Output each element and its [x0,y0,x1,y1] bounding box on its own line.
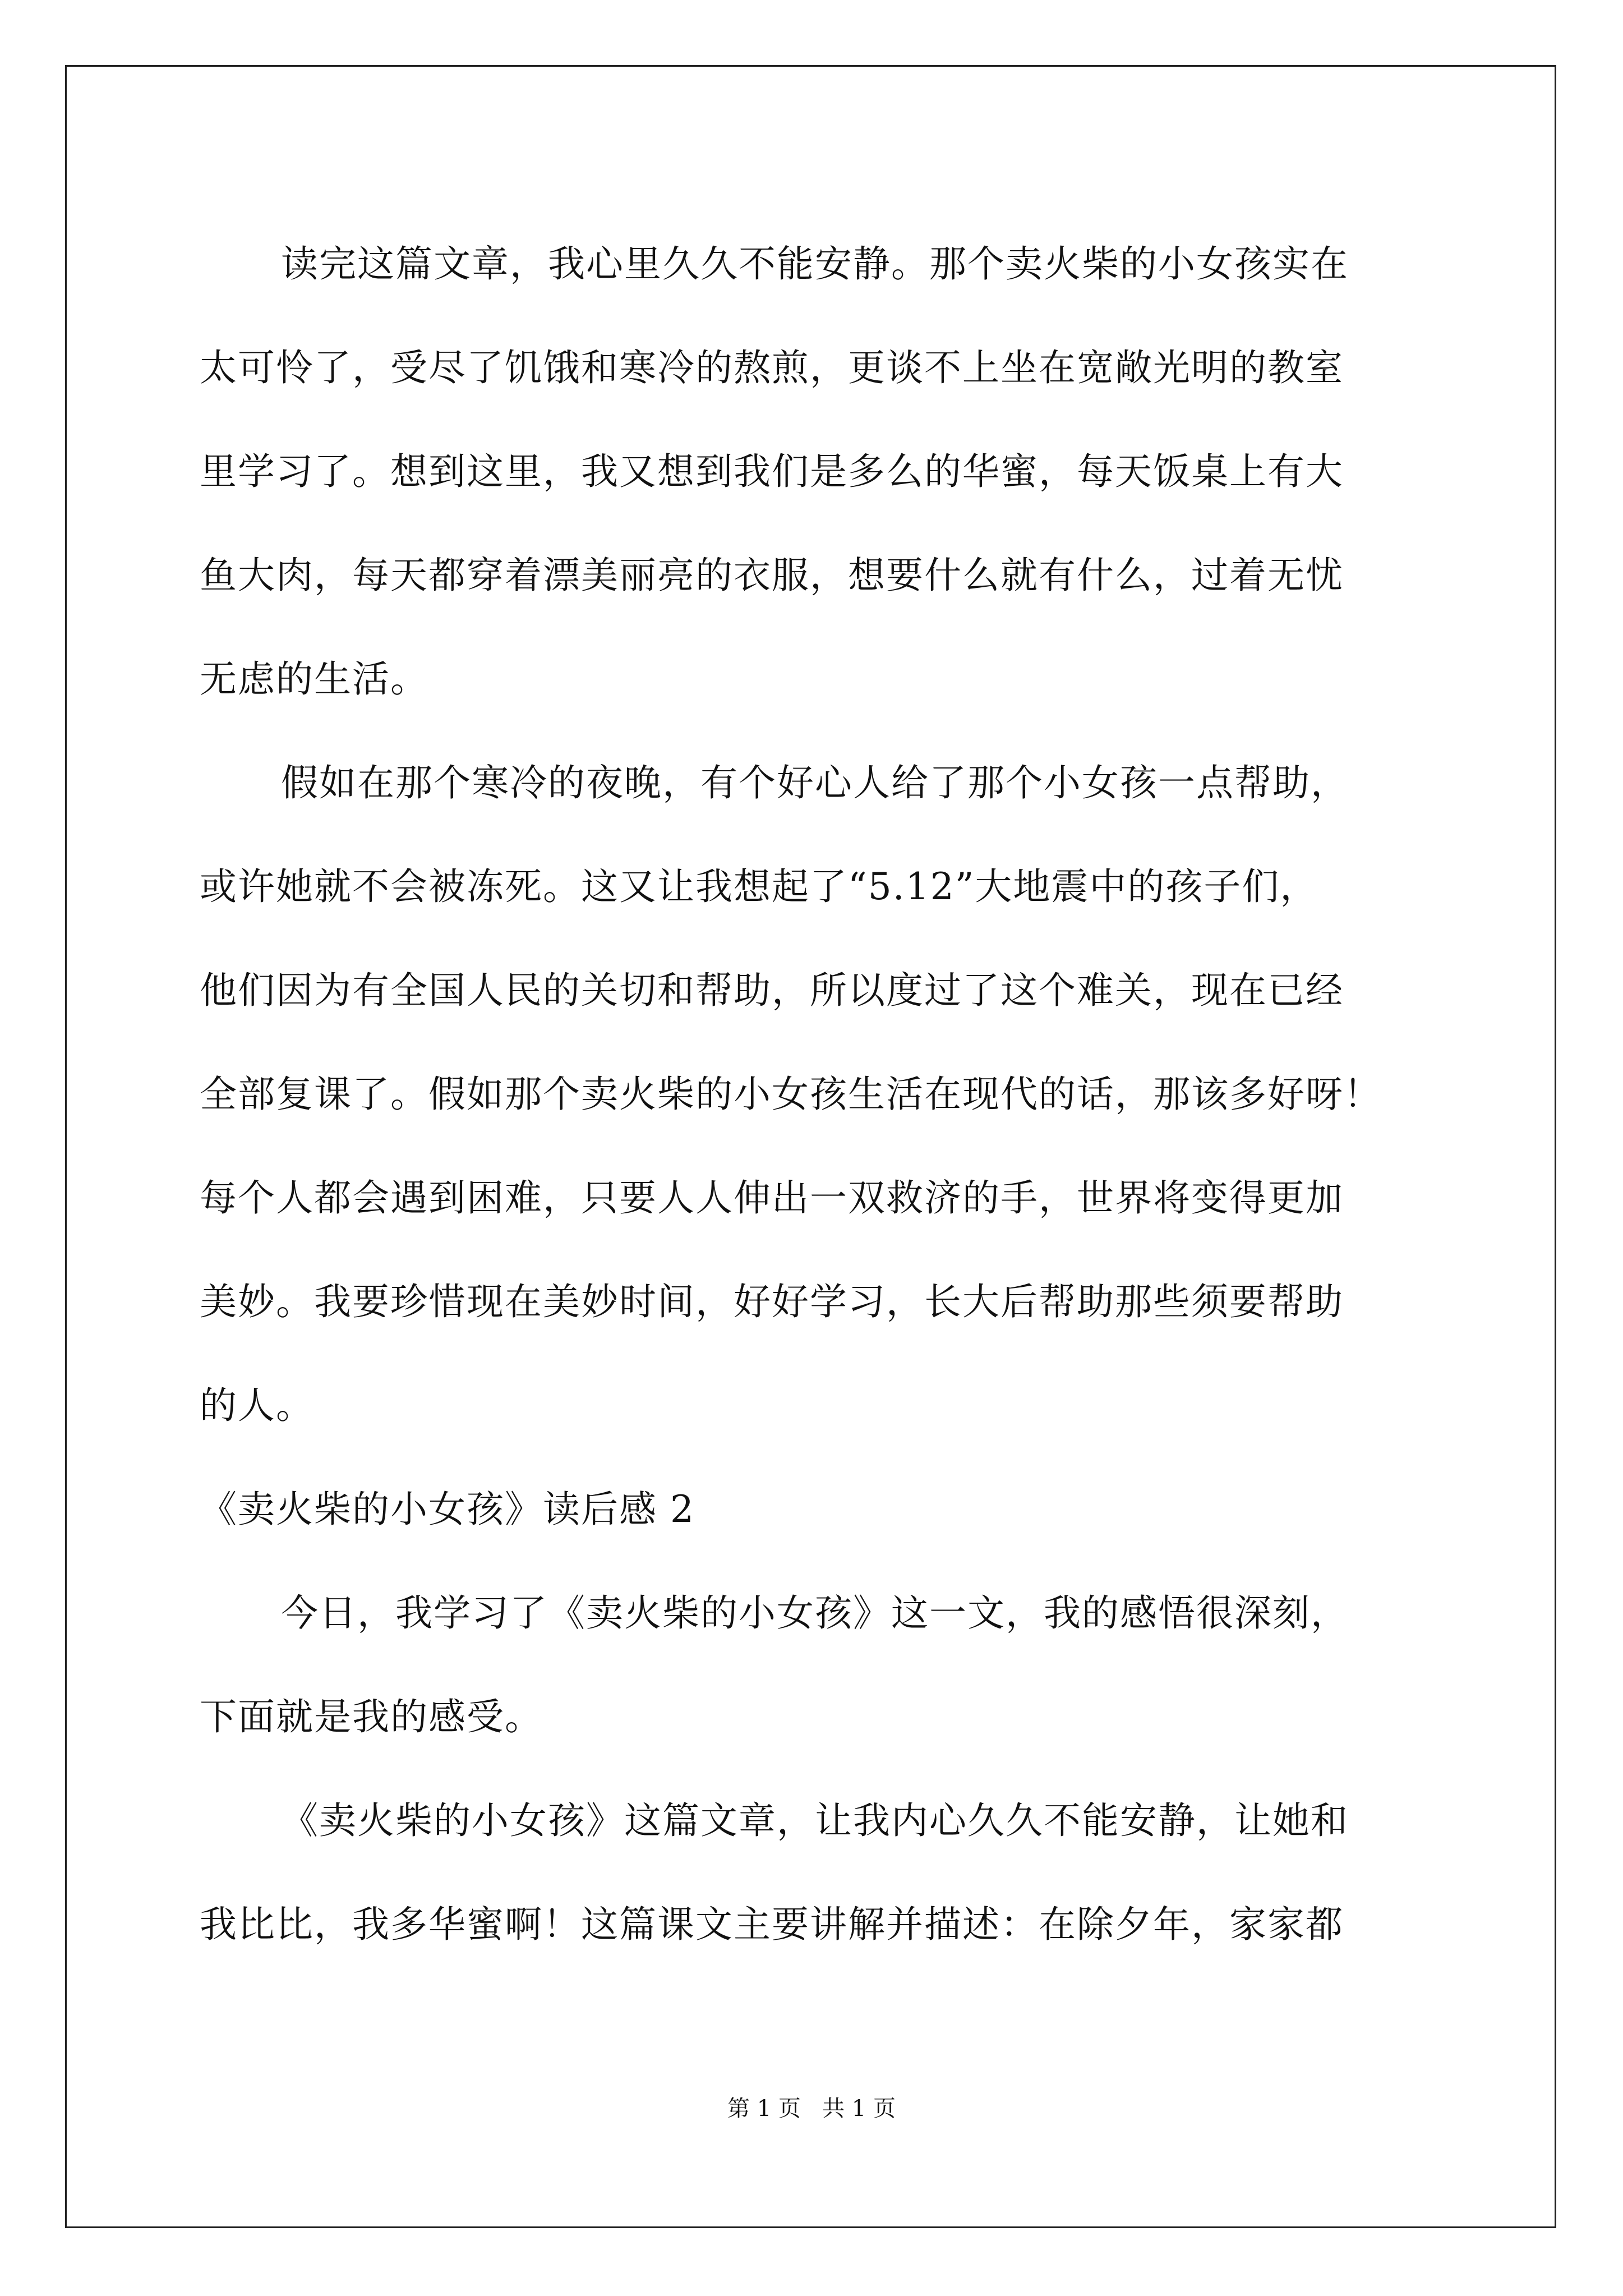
page-footer: 第 1 页 共 1 页 [727,2096,896,2122]
paragraph-2-line-5: 每个人都会遇到困难，只要人人伸出一双救济的手，世界将变得更加 [200,1176,1344,1220]
paragraph-2-line-2: 或许她就不会被冻死。这又让我想起了“5.12”大地震中的孩子们， [200,865,1318,908]
paragraph-1-line-4: 鱼大肉，每天都穿着漂美丽亮的衣服，想要什么就有什么，过着无忧 [200,554,1344,597]
paragraph-2-line-4: 全部复课了。假如那个卖火柴的小女孩生活在现代的话，那该多好呀！ [200,1073,1382,1116]
paragraph-1-line-1: 读完这篇文章，我心里久久不能安静。那个卖火柴的小女孩实在 [281,242,1349,286]
paragraph-1-line-5: 无虑的生活。 [200,657,428,701]
document-body [200,212,1440,1976]
paragraph-2-line-3: 他们因为有全国人民的关切和帮助，所以度过了这个难关，现在已经 [200,969,1344,1012]
paragraph-2-line-1: 假如在那个寒冷的夜晚，有个好心人给了那个小女孩一点帮助， [281,761,1349,804]
section-heading: 《卖火柴的小女孩》读后感 2 [200,1488,695,1531]
paragraph-2-line-7: 的人。 [200,1384,314,1427]
paragraph-2-line-6: 美妙。我要珍惜现在美妙时间，好好学习，长大后帮助那些须要帮助 [200,1280,1344,1323]
paragraph-4-line-2: 我比比，我多华蜜啊！这篇课文主要讲解并描述：在除夕年，家家都 [200,1903,1344,1946]
paragraph-3-line-1: 今日，我学习了《卖火柴的小女孩》这一文，我的感悟很深刻， [281,1591,1349,1635]
paragraph-4-line-1: 《卖火柴的小女孩》这篇文章，让我内心久久不能安静，让她和 [281,1799,1349,1842]
paragraph-1-line-3: 里学习了。想到这里，我又想到我们是多么的华蜜，每天饭桌上有大 [200,450,1344,493]
paragraph-1-line-2: 太可怜了，受尽了饥饿和寒冷的熬煎，更谈不上坐在宽敞光明的教室 [200,346,1344,389]
paragraph-3-line-2: 下面就是我的感受。 [200,1695,543,1738]
